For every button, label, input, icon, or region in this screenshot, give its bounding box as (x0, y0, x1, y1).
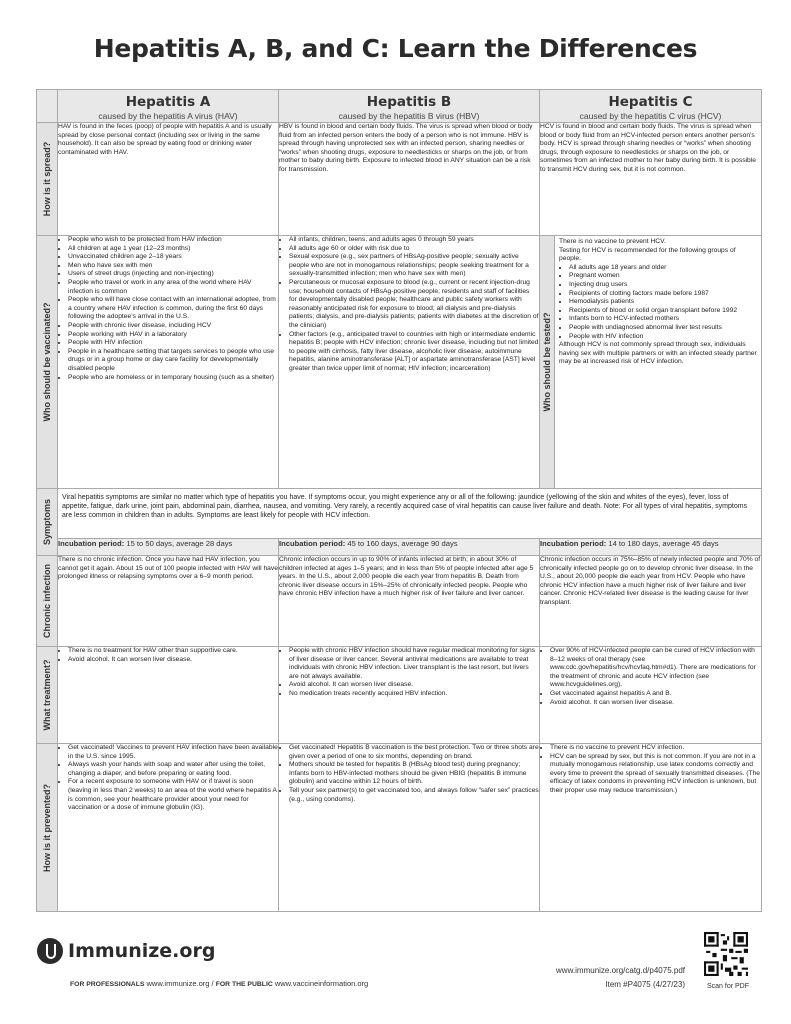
list-item: • People with undiagnosed abnormal liver test results (569, 324, 757, 333)
pros-link[interactable]: www.immunize.org (146, 979, 210, 988)
list-item: • Avoid alcohol. It can worsen liver disease. (550, 699, 761, 708)
prevention-list (58, 744, 278, 813)
list-item: • There is no vaccine to prevent HCV infection. (550, 744, 761, 753)
list-item: • Infants born to HCV-infected mothers (569, 315, 757, 324)
vaccinated-hepatitis-a (58, 236, 279, 489)
pros-label: FOR PROFESSIONALS (70, 981, 145, 988)
logo-text: Immunize.org (68, 940, 216, 962)
spread-hepatitis-c: HCV is found in blood and certain body fluids. The virus is spread when blood or body fluid from an HCV-infected person enters another person’s body. HCV is spread through sharing needles or “works” when shooting drugs, through exposure to needlesticks or sharps on the job, or sometimes from an infected mother to her baby during birth. It is possible to transmit HCV during sex, but it is not common. (540, 123, 762, 236)
list-item: • People who wish to be protected from HAV infection (68, 236, 278, 245)
list-item: • All children at age 1 year (12–23 months) (68, 245, 278, 254)
list-item: • HCV can be spread by sex, but this is not common. If you are not in a mutually monogamous relationship, use latex condoms correctly and every time to prevent the spread of sexually transmitted diseases. (The efficacy of latex condoms in preventing HCV infection is unknown, but their proper use may reduce transmission.) (550, 753, 761, 796)
list-item: • People working with HAV in a laboratory (68, 331, 278, 340)
item-number: Item #P4075 (4/27/23) (605, 980, 685, 989)
list-item: • All adults age 60 or older with risk due to (289, 245, 539, 254)
footer-links: FOR PROFESSIONALS www.immunize.org / FOR THE PUBLIC www.vaccineinformation.org (70, 979, 369, 988)
list-item: • People who will have close contact with an international adoptee, from a country where HAV infection is common, during the first 60 days following the adoptee’s arrival in the U.S. (68, 296, 278, 322)
list-item: • For a recent exposure to someone with HAV or if travel is soon (leaving in less than 2 weeks) to an area of the world where hepatitis A is common, see your healthcare provider about your need for vaccination or a dose of immune globulin (IG). (68, 778, 278, 812)
list-item: • Unvaccinated children age 2–18 years (68, 253, 278, 262)
testing-list (559, 264, 757, 341)
chronic-hepatitis-b: Chronic infection occurs in up to 90% of infants infected at birth; in about 30% of children infected at ages 1–5 years; and in less than 5% of people infected after age 5 years. In the U.S., about 2,000 people die each year from hepatitis B. Death from chronic liver disease occurs in 15%–25% of chronically infected people. People who have chronic HBV infection have a much higher risk of liver failure and liver cancer. (279, 556, 540, 647)
incubation-hepatitis-b: Incubation period: 45 to 160 days, average 90 days (279, 539, 540, 556)
column-title: Hepatitis C (608, 94, 693, 110)
row-label-vaccinated: Who should be vaccinated? (37, 236, 58, 489)
public-label: FOR THE PUBLIC (215, 981, 273, 988)
column-header-hepatitis-c (540, 90, 762, 123)
list-item: • Mothers should be tested for hepatitis B (HBsAg blood test) during pregnancy; Infants born to HBV-infected mothers should be given HBIG (hepatitis B immune globulin) and vaccine within 12 hours of birth. (289, 761, 539, 787)
testing-note: Although HCV is not commonly spread through sex, individuals having sex with multiple partners or with an infected steady partner may be at increased risk of HCV infection. (559, 341, 757, 366)
list-item: • Get vaccinated against hepatitis A and B. (550, 690, 761, 699)
list-item: • People with chronic liver disease, including HCV (68, 322, 278, 331)
row-label-treatment: What treatment? (37, 647, 58, 744)
incubation-hepatitis-a: Incubation period: 15 to 50 days, average 28 days (58, 539, 279, 556)
immunize-logo-icon (37, 938, 63, 964)
treatment-list (58, 647, 278, 664)
row-label-spread: How is it spread? (37, 123, 58, 236)
qr-code-icon[interactable] (704, 932, 748, 976)
vaccination-list (58, 236, 278, 382)
list-item: • Men who have sex with men (68, 262, 278, 271)
list-item: • People with HIV infection (68, 339, 278, 348)
immunize-logo[interactable] (37, 938, 215, 964)
list-item: • Tell your sex partner(s) to get vaccinated too, and always follow “safer sex” practices (e.g., using condoms). (289, 787, 539, 804)
public-link[interactable]: www.vaccineinformation.org (274, 979, 369, 988)
column-header-hepatitis-a (58, 90, 279, 123)
list-item: • Get vaccinated! Vaccines to prevent HAV infection have been available in the U.S. since 1995. (68, 744, 278, 761)
list-item: • Avoid alcohol. It can worsen liver disease. (289, 681, 539, 690)
list-item: • Recipients of blood or solid organ transplant before 1992 (569, 307, 757, 316)
column-subtitle: caused by the hepatitis C virus (HCV) (579, 111, 722, 121)
row-label-symptoms: Symptoms (37, 489, 58, 556)
list-item: • Pregnant women (569, 272, 757, 281)
list-item: • People in a healthcare setting that targets services to people who use drugs or in a group home or day care facility for developmentally disabled people (68, 348, 278, 374)
comparison-table (36, 89, 762, 912)
prevention-hepatitis-b (279, 744, 540, 912)
list-item: • All adults age 18 years and older (569, 264, 757, 273)
list-item: • Always wash your hands with soap and water after using the toilet, changing a diaper, and before preparing or eating food. (68, 761, 278, 778)
list-item: • Over 90% of HCV-infected people can be cured of HCV infection with 8–12 weeks of oral therapy (see www.cdc.gov/hepatitis/hcv/hcvfaq.htm#d1). There are medications for the treatment of chronic and acute HCV infection (see www.hcvguidelines.org). (550, 647, 761, 690)
symptoms-text: Viral hepatitis symptoms are similar no matter which type of hepatitis you have. If symptoms occur, you might experience any or all of the following: jaundice (yellowing of the skin and whites of the eyes), fever, loss of appetite, fatigue, dark urine, joint pain, abdominal pain, diarrhea, nausea, and vomiting. Very rarely, a recently acquired case of viral hepatitis can cause liver failure and death. Note: For all types of viral hepatitis, symptoms are less common in children than in adults. Symptoms are least likely for people with HCV infection. (58, 489, 762, 539)
treatment-list (279, 647, 539, 699)
list-item: • Recipients of clotting factors made before 1987 (569, 290, 757, 299)
footer-item-info (556, 964, 685, 992)
column-header-hepatitis-b (279, 90, 540, 123)
list-item: • People with chronic HBV infection should have regular medical monitoring for signs of liver disease or liver cancer. Several antiviral medications are available to treat individuals with chronic HBV infection. Liver transplant is the last resort, but livers are not always available. (289, 647, 539, 681)
prevention-list (279, 744, 539, 804)
treatment-hepatitis-c (540, 647, 762, 744)
tested-hepatitis-c (540, 236, 762, 489)
column-subtitle: caused by the hepatitis B virus (HBV) (338, 111, 480, 121)
chronic-hepatitis-c: Chronic infection occurs in 75%–85% of newly infected people and 70% of chronically infected people go on to develop chronic liver disease. In the U.S., about 20,000 people die each year from HCV. People who have chronic HCV infection have a much higher risk of liver failure and liver cancer. Chronic HCV-related liver disease is the leading cause for liver transplant. (540, 556, 762, 647)
corner-cell (37, 90, 58, 123)
row-label-prevented: How is it prevented? (37, 744, 58, 912)
spread-hepatitis-a: HAV is found in the feces (poop) of people with hepatitis A and is usually spread by close personal contact (including sex or living in the same household). It can also be spread by eating food or drinking water contaminated with HAV. (58, 123, 279, 236)
prevention-hepatitis-a (58, 744, 279, 912)
vaccination-sublist (279, 253, 539, 373)
list-item: • Avoid alcohol. It can worsen liver disease. (68, 656, 278, 665)
treatment-hepatitis-b (279, 647, 540, 744)
vaccinated-hepatitis-b (279, 236, 540, 489)
testing-intro: Testing for HCV is recommended for the following groups of people. (559, 246, 736, 263)
row-label-tested: Who should be tested? (540, 236, 555, 488)
no-vaccine-note: There is no vaccine to prevent HCV. (559, 238, 666, 245)
list-item: • Get vaccinated! Hepatitis B vaccination is the best protection. Two or three shots are given over a period of one to six months, depending on brand. (289, 744, 539, 761)
list-item: • All infants, children, teens, and adults ages 0 through 59 years (289, 236, 539, 245)
row-label-chronic: Chronic infection (37, 556, 58, 647)
list-item: • Hemodialysis patients (569, 298, 757, 307)
catg-link[interactable]: www.immunize.org/catg.d/p4075.pdf (556, 966, 685, 975)
column-title: Hepatitis B (366, 94, 452, 110)
page-title: Hepatitis A, B, and C: Learn the Differences (93, 34, 698, 63)
list-item: • Sexual exposure (e.g., sex partners of HBsAg-positive people; sexually active people who are not in monogamous relationships; people seeking treatment for a sexually-transmitted infection; men who have sex with men) (289, 253, 539, 279)
list-item: • People who are homeless or in temporary housing (such as a shelter) (68, 374, 278, 383)
prevention-list (540, 744, 761, 796)
column-title: Hepatitis A (125, 94, 211, 110)
list-item: • Users of street drugs (injecting and non-injecting) (68, 270, 278, 279)
column-subtitle: caused by the hepatitis A virus (HAV) (98, 111, 238, 121)
treatment-hepatitis-a (58, 647, 279, 744)
list-item: • There is no treatment for HAV other than supportive care. (68, 647, 278, 656)
list-item: • Percutaneous or mucosal exposure to blood (e.g., current or recent injection-drug use; household contacts of HBsAg-positive people; residents and staff of facilities for developmentally disabled people; healthcare and public safety workers with reasonably anticipated risk for exposure to blood; all dialysis and pre-dialysis patients; dialysis, and pre-dialysis patients; patients with diabetes at the discretion of the clinician) (289, 279, 539, 331)
list-item: • Other factors (e.g., anticipated travel to countries with high or intermediate endemic hepatitis B; people with HCV infection; chronic liver disease, including but not limited to people with cirrhosis, fatty liver disease, alcoholic liver disease, autoimmune hepatitis, alanine aminotransferase [ALT] or aspartate aminotransferase [AST] level greater than twice upper limit of normal; HIV infection; incarceration) (289, 331, 539, 374)
list-item: • Injecting drug users (569, 281, 757, 290)
list-item: • People with HIV infection (569, 333, 757, 342)
list-item: • No medication treats recently acquired HBV infection. (289, 690, 539, 699)
chronic-hepatitis-a: There is no chronic infection. Once you have had HAV infection, you cannot get it again. About 15 out of 100 people infected with HAV will have prolonged illness or relapsing symptoms over a 6–9 month period. (58, 556, 279, 647)
list-item: • People who travel or work in any area of the world where HAV infection is common (68, 279, 278, 296)
qr-label: Scan for PDF (706, 983, 749, 990)
prevention-hepatitis-c (540, 744, 762, 912)
treatment-list (540, 647, 761, 707)
spread-hepatitis-b: HBV is found in blood and certain body fluids. The virus is spread when blood or body fluid from an infected person enters the body of a person who is not immune. HBV is spread through having unprotected sex with an infected person, sharing needles or “works” when shooting drugs, exposure to needlesticks or sharps on the job, or from mother to baby during birth. Exposure to infected blood in ANY situation can be a risk for transmission. (279, 123, 540, 236)
vaccination-list (279, 236, 539, 253)
incubation-hepatitis-c: Incubation period: 14 to 180 days, average 45 days (540, 539, 762, 556)
